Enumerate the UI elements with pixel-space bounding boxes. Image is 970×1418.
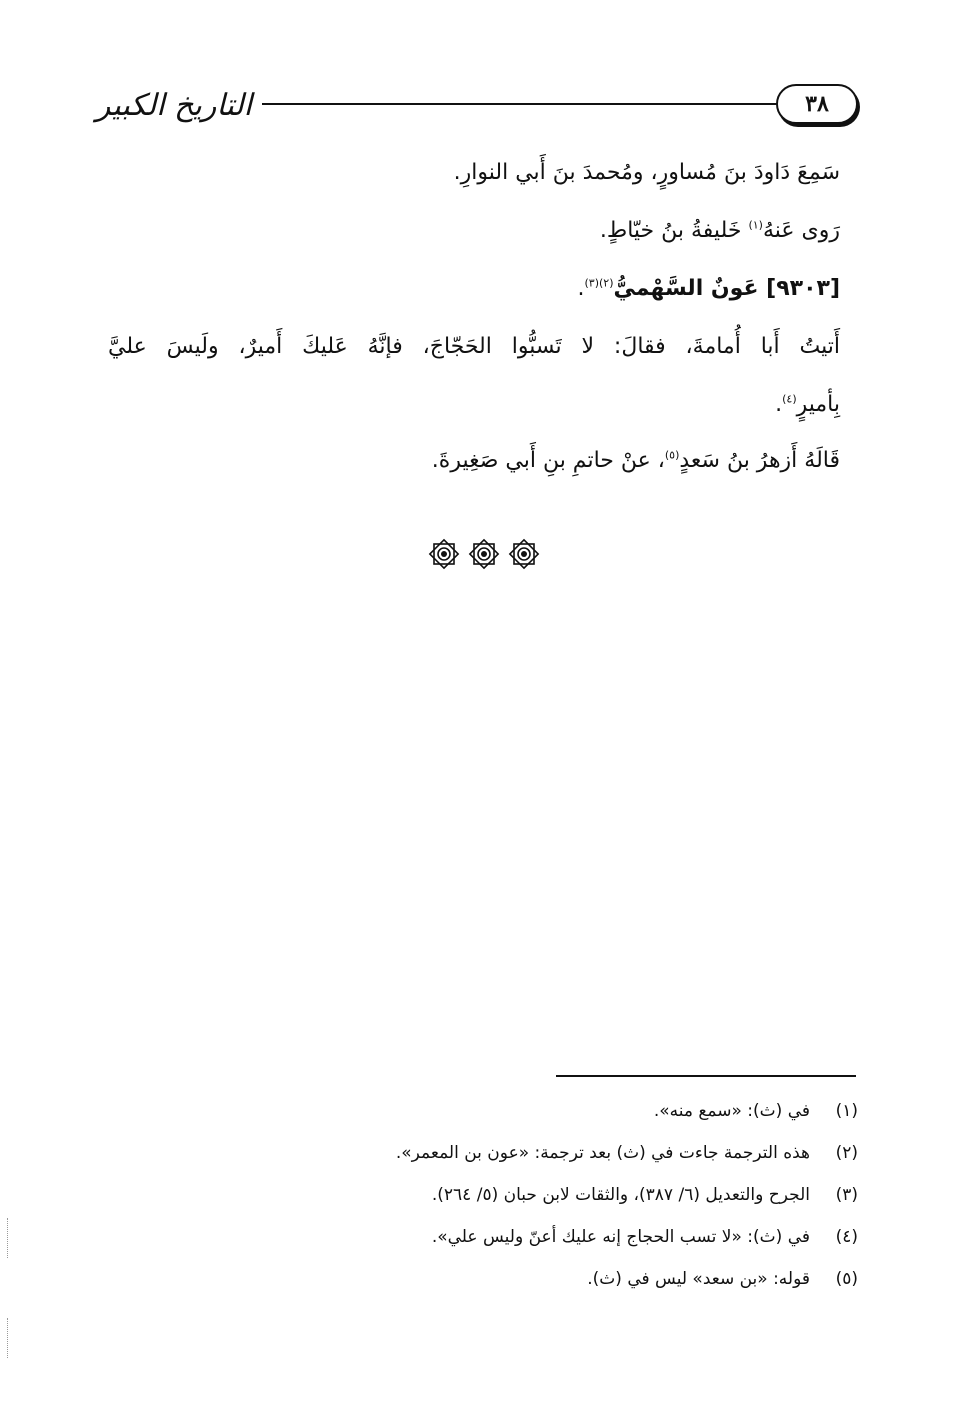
footnote-number: (٢) xyxy=(835,1143,858,1163)
footnote-text: هذه الترجمة جاءت في (ث) بعد ترجمة: «عون بن المعمر». xyxy=(395,1143,810,1163)
text-line-6 xyxy=(108,438,840,496)
footnote-number: (٣) xyxy=(835,1185,858,1205)
running-title: التاريخ الكبير xyxy=(95,88,252,123)
footnote-text: في (ث): «سمع منه». xyxy=(653,1101,810,1121)
footnote-text: في (ث): «لا تسب الحجاج إنه عليك أعنّ وليس علي». xyxy=(431,1227,810,1247)
text-line-5 xyxy=(108,382,840,438)
footnote-ref-5[interactable]: (٥) xyxy=(664,448,680,462)
footnote-text: قوله: «بن سعد» ليس في (ث). xyxy=(587,1269,810,1289)
section-end-ornament xyxy=(428,538,540,572)
footnote-5 xyxy=(150,1262,858,1304)
entry-heading-end: . xyxy=(577,276,585,301)
text-line-1-content: سَمِعَ دَاودَ بنَ مُساورٍ، ومُحمدَ بنَ أَبي النوارِ. xyxy=(453,160,840,185)
footnote-ref-2-3[interactable]: (٢)(٣) xyxy=(584,276,614,290)
text-line-6-end: ، عنْ حاتمِ بنِ أَبي صَغِيرةَ. xyxy=(431,448,665,473)
text-line-5-start: بِأميرٍ xyxy=(796,392,840,417)
scan-mark xyxy=(7,1318,8,1358)
footnote-ref-4[interactable]: (٤) xyxy=(782,392,797,406)
footnote-number: (٤) xyxy=(835,1227,858,1247)
page-number: ٣٨ xyxy=(805,91,829,117)
footnotes xyxy=(150,1094,858,1304)
header-rule xyxy=(262,103,782,105)
footnote-ref-1[interactable]: (١) xyxy=(748,218,763,232)
footnote-3 xyxy=(150,1178,858,1220)
text-line-1 xyxy=(108,150,840,208)
text-line-6-start: قَالَهُ أَزهرُ بنُ سَعدٍ xyxy=(679,448,840,473)
text-line-2-end: خَليفةُ بنُ خيّاطٍ. xyxy=(599,218,749,243)
footnote-number: (٥) xyxy=(835,1269,858,1289)
text-line-2 xyxy=(108,208,840,266)
text-line-5-end: . xyxy=(775,392,783,417)
text-line-4-content: أَتيتُ أَبا أُمامةَ، فقالَ: لا تَسبُّوا الحَجّاجَ، فإنَّهُ عَليكَ أَميرٌ، ولَيسَ عليَّ xyxy=(108,334,840,359)
footnote-text: الجرح والتعديل (٦/ ٣٨٧)، والثقات لابن حبان (٥/ ٢٦٤). xyxy=(431,1185,810,1205)
footnote-2 xyxy=(150,1136,858,1178)
ornament-star-icon xyxy=(468,538,500,570)
ornament-star-icon xyxy=(428,538,460,570)
ornament-star-icon xyxy=(508,538,540,570)
footnote-4 xyxy=(150,1220,858,1262)
page-number-badge xyxy=(776,84,858,124)
text-line-4 xyxy=(108,324,840,382)
footnote-rule xyxy=(556,1075,856,1077)
footnote-1 xyxy=(150,1094,858,1136)
footnote-number: (١) xyxy=(835,1101,858,1121)
text-line-2-start: رَوى عَنهُ xyxy=(762,218,840,243)
main-text xyxy=(108,150,840,496)
entry-name: عَونٌ السَّهْميُّ xyxy=(613,276,767,301)
entry-number: [٩٣٠٣] xyxy=(766,276,840,301)
entry-heading-line xyxy=(108,266,840,324)
scan-mark xyxy=(7,1218,8,1258)
